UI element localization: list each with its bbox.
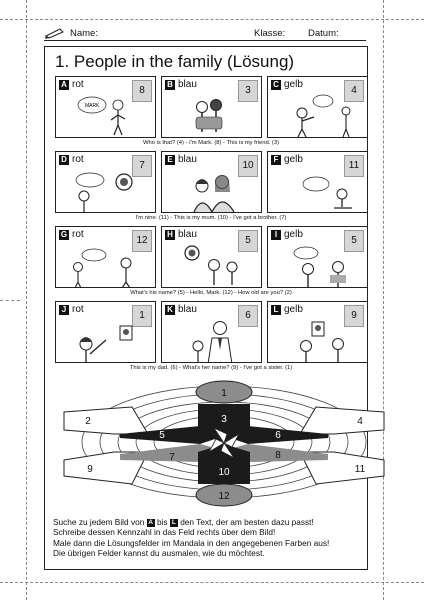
instruction-line-3: Male dann die Lösungsfelder im Mandala in den angegebenen Farben aus! <box>53 537 330 548</box>
mandala-number-11: 11 <box>354 464 366 475</box>
mandala-number-7: 7 <box>169 452 175 463</box>
panel-color-label: gelb <box>284 229 303 240</box>
row-4-caption: This is my dad. (6) - What's her name? (9) - I've got a sister. (1) <box>129 365 293 371</box>
picture-row-1 <box>55 76 367 138</box>
instruction-line-2: Schreibe dessen Kennzahl in das Feld rechts über dem Bild! <box>53 527 276 538</box>
answer-box[interactable]: 8 <box>132 80 152 102</box>
panel-color-label: gelb <box>284 79 303 90</box>
panel-letter: K <box>165 305 175 315</box>
picture-row-3 <box>55 226 367 288</box>
panel-letter: C <box>271 80 281 90</box>
answer-box[interactable]: 7 <box>132 155 152 177</box>
panel-letter: L <box>271 305 281 315</box>
row-3-caption: What's his name? (5) - Hello, Mark. (12) - How old are you? (2) <box>130 290 292 296</box>
page-title: 1. People in the family (Lösung) <box>55 52 295 71</box>
panel-color-label: blau <box>178 229 197 240</box>
mandala-number-3: 3 <box>221 414 227 425</box>
picture-panel-c <box>267 76 368 138</box>
panel-color-label: rot <box>72 79 84 90</box>
datum-label: Datum: <box>308 28 339 39</box>
answer-box[interactable]: 3 <box>238 80 258 102</box>
answer-box[interactable]: 4 <box>344 80 364 102</box>
picture-panel-g <box>55 226 156 288</box>
panel-letter: J <box>59 305 69 315</box>
row-2-caption: I'm nine. (11) - This is my mum. (10) - I've got a brother. (7) <box>135 215 287 221</box>
mandala-number-9: 9 <box>87 464 93 475</box>
binding-mark <box>0 300 20 301</box>
name-label: Name: <box>70 28 98 39</box>
mandala-number-4: 4 <box>357 416 363 427</box>
answer-box[interactable]: 5 <box>344 230 364 252</box>
answer-box[interactable]: 12 <box>132 230 152 252</box>
panel-letter: G <box>60 229 68 239</box>
panel-color-label: blau <box>178 154 197 165</box>
picture-panel-b <box>161 76 262 138</box>
panel-letter: E <box>165 155 175 165</box>
picture-panel-k <box>161 301 262 363</box>
panel-letter: B <box>165 80 175 90</box>
panel-color-label: blau <box>178 79 197 90</box>
panel-letter: D <box>59 155 69 165</box>
panel-color-label: rot <box>72 229 84 240</box>
mandala-number-12: 12 <box>218 491 230 502</box>
instruction-line-4: Die übrigen Felder kannst du ausmalen, wie du möchtest. <box>53 548 265 559</box>
illustration-kids-with-picture <box>268 302 368 363</box>
panel-color-label: gelb <box>284 154 303 165</box>
mandala-field-2[interactable] <box>64 407 148 434</box>
solution-mandala <box>0 374 424 514</box>
instruction-line-1: Suche zu jedem Bild von A bis L den Text, der am besten dazu passt! <box>53 517 314 527</box>
speech-bubble-text: MARK <box>85 103 100 109</box>
picture-panel-i <box>267 226 368 288</box>
picture-row-2 <box>55 151 367 213</box>
mandala-number-1: 1 <box>221 388 227 399</box>
answer-box[interactable]: 10 <box>238 155 258 177</box>
panel-letter: I <box>271 230 281 240</box>
panel-color-label: blau <box>178 304 197 315</box>
illustration-kids-greeting <box>56 227 156 288</box>
picture-panel-j <box>55 301 156 363</box>
illustration-kids-pointing <box>268 77 368 138</box>
illustration-father-and-child <box>162 302 262 363</box>
picture-panel-h <box>161 226 262 288</box>
panel-color-label: rot <box>72 304 84 315</box>
panel-letter: A <box>59 80 69 90</box>
mandala-number-2: 2 <box>85 416 91 427</box>
picture-row-4 <box>55 301 367 363</box>
picture-panel-f <box>267 151 368 213</box>
mandala-field-4[interactable] <box>300 407 384 434</box>
illustration-boy-with-portrait <box>162 227 262 288</box>
illustration-boy-with-photo <box>56 152 156 213</box>
illustration-mother-and-child <box>162 152 262 213</box>
illustration-girl-pointing <box>56 302 156 363</box>
picture-panel-a <box>55 76 156 138</box>
cut-line-bottom <box>0 582 424 583</box>
instructions <box>53 517 329 559</box>
answer-box[interactable]: 11 <box>344 155 364 177</box>
panel-color-label: gelb <box>284 304 303 315</box>
picture-panel-e <box>161 151 262 213</box>
illustration-two-friends <box>162 77 262 138</box>
answer-box[interactable]: 1 <box>132 305 152 327</box>
pencil-icon <box>44 27 66 39</box>
mandala-number-6: 6 <box>275 430 281 441</box>
picture-panel-l <box>267 301 368 363</box>
illustration-child-on-ground <box>268 152 368 213</box>
picture-panel-d <box>55 151 156 213</box>
mandala-number-8: 8 <box>275 450 281 461</box>
row-1-caption: Who is that? (4) - I'm Mark. (8) - This is my friend. (3) <box>143 140 279 146</box>
klasse-label: Klasse: <box>254 28 286 39</box>
panel-letter: H <box>165 230 175 240</box>
illustration-two-kids-talking <box>268 227 368 288</box>
answer-box[interactable]: 9 <box>344 305 364 327</box>
panel-color-label: rot <box>72 154 84 165</box>
mandala-number-10: 10 <box>218 467 230 478</box>
panel-letter: F <box>271 155 281 165</box>
cut-line-top <box>0 19 424 20</box>
answer-box[interactable]: 6 <box>238 305 258 327</box>
mandala-number-5: 5 <box>159 430 165 441</box>
name-write-line[interactable] <box>44 40 366 41</box>
answer-box[interactable]: 5 <box>238 230 258 252</box>
illustration-boy-speaking <box>56 77 156 138</box>
